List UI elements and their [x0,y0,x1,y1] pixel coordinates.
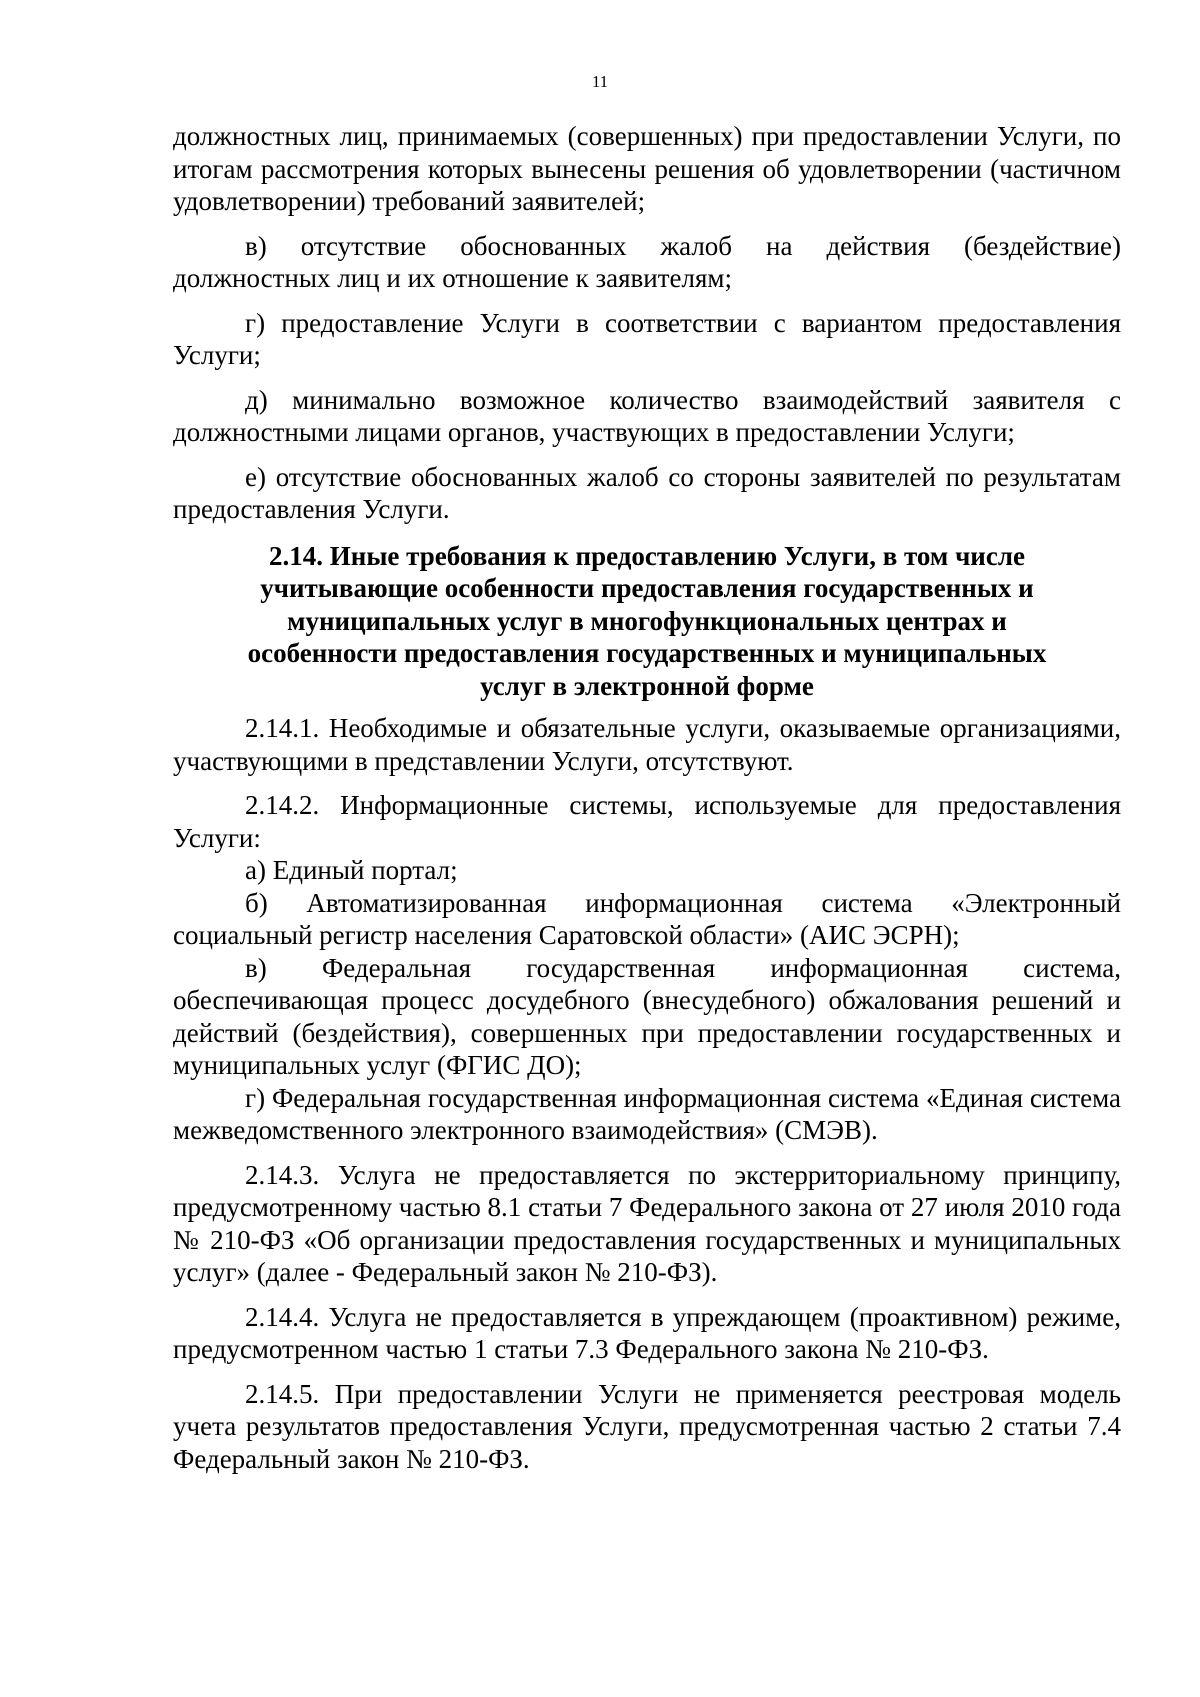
section-heading: 2.14. Иные требования к предоставлению Услуги, в том числе учитывающие особенности предоставления государственных и муниципальных услуг в многофункциональных центрах и особенности предоставления государственных и муниципальных услуг в электронной форме [247,540,1047,701]
paragraph-2-14-2: 2.14.2. Информационные системы, используемые для предоставления Услуги: [173,790,1121,853]
list-item-v: в) Федеральная государственная информационная система, обеспечивающая процесс досудебного (внесудебного) обжалования решений и действий (бездействия), совершенных при предоставлении государственных и муниципальных услуг (ФГИС ДО); [173,952,1121,1080]
paragraph-2-14-1: 2.14.1. Необходимые и обязательные услуги, оказываемые организациями, участвующими в представлении Услуги, отсутствуют. [173,713,1121,776]
page-number: 11 [591,72,609,91]
paragraph-2-14-4: 2.14.4. Услуга не предоставляется в упреждающем (проактивном) режиме, предусмотренном частью 1 статьи 7.3 Федерального закона № 210-ФЗ. [173,1301,1121,1364]
paragraph-item-g: г) предоставление Услуги в соответствии с вариантом предоставления Услуги; [173,307,1121,370]
list-item-g: г) Федеральная государственная информационная система «Единая система межведомственного электронного взаимодействия» (СМЭВ). [173,1082,1121,1145]
list-item-a: а) Единый портал; [245,855,458,885]
paragraph-continuation: должностных лиц, принимаемых (совершенных) при предоставлении Услуги, по итогам рассмотрения которых вынесены решения об удовлетворении (частичном удовлетворении) требований заявителей; [173,121,1121,216]
paragraph-2-14-5: 2.14.5. При предоставлении Услуги не применяется реестровая модель учета результатов предоставления Услуги, предусмотренная частью 2 статьи 7.4 Федеральный закон № 210-ФЗ. [173,1378,1121,1474]
list-item-b: б) Автоматизированная информационная система «Электронный социальный регистр населения Саратовской области» (АИС ЭСРН); [173,887,1121,950]
paragraph-item-d: д) минимально возможное количество взаимодействий заявителя с должностными лицами органов, участвующих в предоставлении Услуги; [173,384,1121,447]
paragraph-item-e: е) отсутствие обоснованных жалоб со стороны заявителей по результатам предоставления Услуги. [173,461,1121,524]
paragraph-2-14-3: 2.14.3. Услуга не предоставляется по экстерриториальному принципу, предусмотренному частью 8.1 статьи 7 Федерального закона от 27 июля 2010 года № 210-ФЗ «Об организации предоставления государственных и муниципальных услуг» (далее - Федеральный закон № 210-ФЗ). [173,1159,1121,1287]
paragraph-item-v: в) отсутствие обоснованных жалоб на действия (бездействие) должностных лиц и их отношение к заявителям; [173,230,1121,293]
document-body [173,120,1121,1475]
